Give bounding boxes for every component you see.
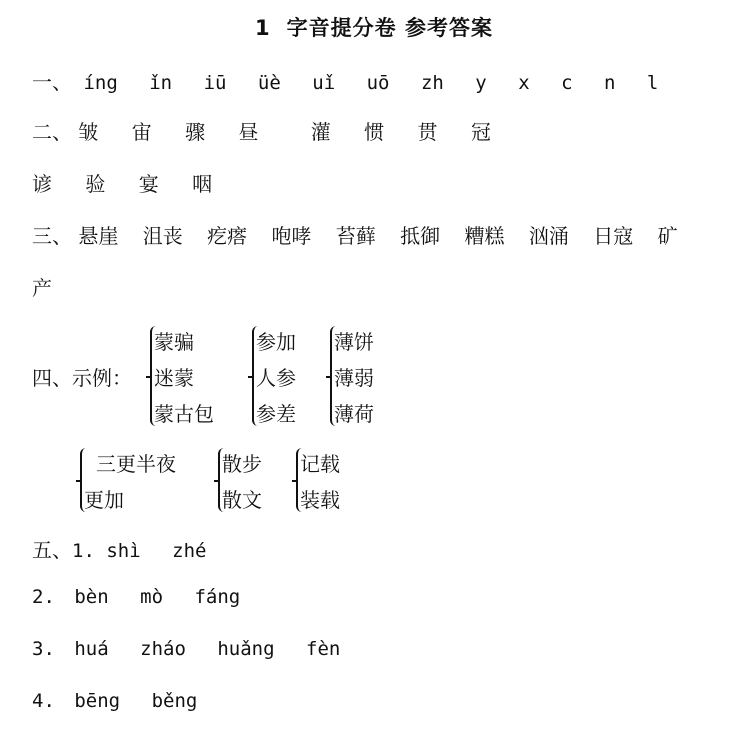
answer-item: zhé — [172, 540, 207, 562]
answer-item: 验 — [85, 172, 106, 196]
section-5-line-3 — [32, 638, 360, 660]
answer-item: uō — [366, 72, 390, 94]
answer-item: 惯 — [364, 120, 385, 144]
item-number: 4. — [32, 690, 55, 712]
answer-item: 昼 — [238, 120, 259, 144]
section-5-line-4 — [32, 690, 217, 712]
section-5-label: 五、 — [32, 538, 72, 562]
answer-item: 糟糕 — [464, 224, 505, 248]
answer-item: íng — [83, 72, 118, 94]
section-2-line-2 — [32, 168, 239, 197]
answer-item: 骤 — [185, 120, 206, 144]
answer-item: 沮丧 — [142, 224, 183, 248]
answer-item: bèn — [74, 586, 109, 608]
answer-item: 灌 — [310, 120, 331, 144]
title-text: 字音提分卷 参考答案 — [286, 16, 493, 40]
group-word: 三更半夜 — [96, 452, 176, 476]
section-3 — [32, 220, 678, 249]
answer-item: 疙瘩 — [207, 224, 248, 248]
answer-item: fáng — [194, 586, 241, 608]
section-1 — [32, 66, 678, 95]
answer-item: üè — [257, 72, 281, 94]
answer-item: 冠 — [470, 120, 491, 144]
title-number: 1 — [255, 16, 271, 40]
answer-item: l — [646, 72, 659, 94]
section-5-line-1 — [32, 534, 226, 563]
answer-item: zháo — [140, 638, 186, 660]
group-word: 人参 — [256, 366, 296, 390]
group-word: 迷蒙 — [154, 366, 194, 390]
word-group — [252, 326, 322, 426]
answer-item: mò — [140, 586, 164, 608]
group-word: 记载 — [300, 452, 340, 476]
answer-item: 贯 — [417, 120, 438, 144]
answer-item: shì — [106, 540, 141, 562]
word-group — [150, 326, 250, 426]
word-group — [330, 326, 400, 426]
group-word: 装载 — [300, 488, 340, 512]
answer-item: n — [604, 72, 616, 94]
group-word: 蒙古包 — [154, 402, 214, 426]
group-word: 参加 — [256, 330, 296, 354]
answer-item: 苔藓 — [335, 224, 376, 248]
answer-item: 宴 — [138, 172, 159, 196]
group-word: 薄荷 — [334, 402, 374, 426]
answer-item: 产 — [32, 276, 52, 300]
answer-item: huá — [74, 638, 109, 660]
group-word: 薄饼 — [334, 330, 374, 354]
answer-item: iū — [203, 72, 227, 94]
answer-item: 日寇 — [593, 224, 634, 248]
group-word: 散步 — [222, 452, 262, 476]
word-group — [80, 448, 200, 512]
section-2 — [32, 116, 518, 145]
answer-item: 汹涌 — [528, 224, 569, 248]
answer-item: 咽 — [192, 172, 213, 196]
answer-item: c — [561, 72, 573, 94]
answer-item: x — [518, 72, 530, 94]
section-5-line-2 — [32, 586, 260, 608]
answer-item: fèn — [306, 638, 341, 660]
word-group — [218, 448, 288, 512]
item-number: 2. — [32, 586, 55, 608]
group-word: 薄弱 — [334, 366, 374, 390]
group-word: 散文 — [222, 488, 262, 512]
group-word: 蒙骗 — [154, 330, 194, 354]
answer-item: huǎng — [217, 638, 275, 660]
answer-item: zh — [420, 72, 444, 94]
section-2-label: 二、 — [32, 120, 72, 144]
section-3-label: 三、 — [32, 224, 72, 248]
section-1-label: 一、 — [32, 70, 72, 94]
answer-item: ǐn — [149, 72, 173, 94]
item-number: 1. — [72, 540, 95, 562]
answer-item: 咆哮 — [271, 224, 312, 248]
answer-item: běng — [151, 690, 198, 712]
answer-item: 皱 — [78, 120, 99, 144]
answer-item: y — [475, 72, 487, 94]
word-group — [296, 448, 366, 512]
section-4-label: 四、示例： — [32, 366, 132, 390]
answer-item: 谚 — [32, 172, 52, 196]
answer-item: 抵御 — [400, 224, 441, 248]
item-number: 3. — [32, 638, 55, 660]
answer-item: 矿 — [657, 224, 678, 248]
section-3-line-2 — [32, 272, 52, 301]
answer-item: uǐ — [312, 72, 336, 94]
answer-item: bēng — [74, 690, 121, 712]
answer-item: 宙 — [131, 120, 152, 144]
page-title — [0, 12, 748, 42]
answer-item: 悬崖 — [78, 224, 119, 248]
group-word: 更加 — [84, 488, 124, 512]
group-word: 参差 — [256, 402, 296, 426]
